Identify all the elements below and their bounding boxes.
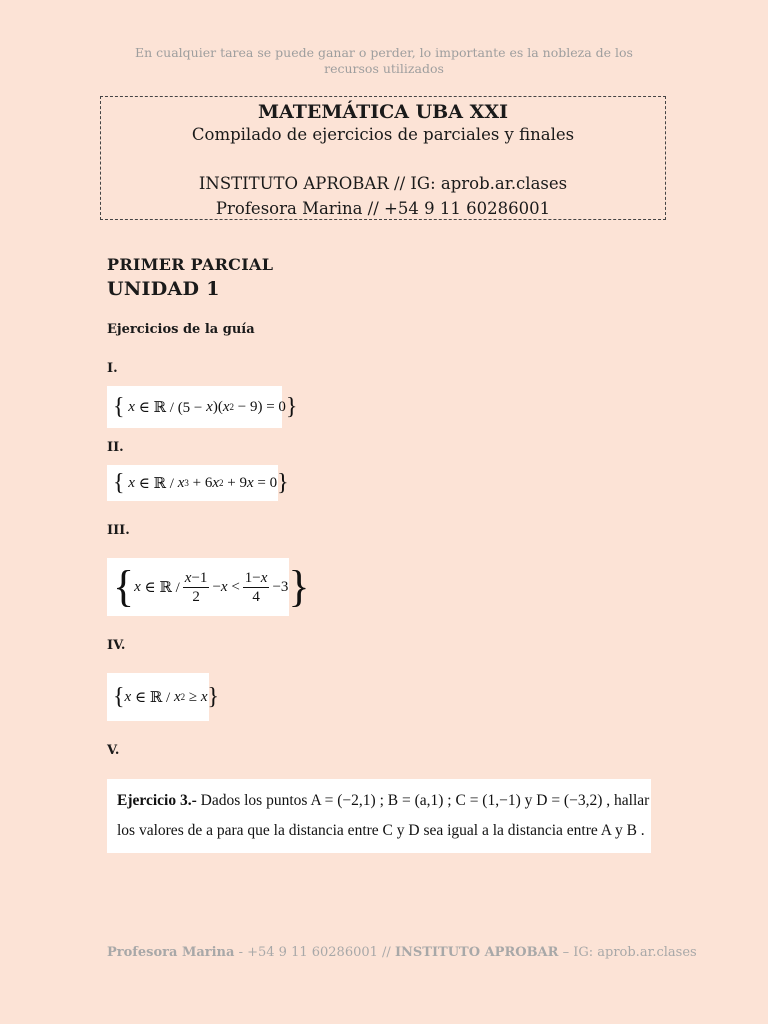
footer: [107, 945, 697, 960]
exercise-label-2: II.: [107, 440, 124, 455]
document-subtitle: Compilado de ejercicios de parciales y finales: [191, 125, 575, 144]
exercise-5-text-1: Dados los puntos A = (−2,1) ; B = (a,1) ; C = (1,−1) y D = (−3,2) , hallar: [196, 792, 650, 809]
footer-phone: - +54 9 11 60286001 //: [234, 945, 395, 960]
footer-ig: – IG: aprob.ar.clases: [558, 945, 697, 960]
section-unidad: UNIDAD 1: [107, 278, 220, 300]
exercise-formula-2: { x ∈ ℝ / x 3 + 6 x 2 + 9 x = 0 }: [107, 465, 278, 501]
exercise-label-3: III.: [107, 523, 130, 538]
exercise-label-1: I.: [107, 361, 118, 376]
document-title: MATEMÁTICA UBA XXI: [258, 101, 508, 123]
exercise-formula-3: { x ∈ ℝ / $\frac{x-1}{2}$ − x < $\frac{1-x}{4}$ −3 }: [107, 558, 289, 616]
footer-institute: INSTITUTO APROBAR: [394, 945, 559, 960]
exercise-label-5: V.: [107, 743, 120, 758]
footer-name: Profesora Marina: [107, 945, 235, 960]
exercise-formula-1: { x ∈ ℝ / (5 − x )( x 2 − 9) = 0 }: [107, 386, 282, 428]
exercise-5-heading: Ejercicio 3.-: [117, 792, 197, 809]
exercise-formula-4: { x ∈ ℝ / x 2 ≥ x }: [107, 673, 209, 721]
exercise-box-5: [107, 779, 651, 853]
exercise-label-4: IV.: [107, 638, 126, 653]
institute-line: INSTITUTO APROBAR // IG: aprob.ar.clases: [198, 174, 568, 193]
teacher-line: Profesora Marina // +54 9 11 60286001: [215, 199, 551, 218]
section-parcial: PRIMER PARCIAL: [107, 255, 274, 274]
exercise-5-line-2: los valores de a para que la distancia entre C y D sea igual a la distancia entre A y B .: [117, 822, 645, 839]
epigraph-quote: En cualquier tarea se puede ganar o perder, lo importante es la nobleza de los recursos utilizados: [135, 45, 633, 76]
section-guia: Ejercicios de la guía: [107, 322, 255, 337]
exercise-5-line-1: [117, 792, 649, 810]
header-box: [100, 96, 666, 220]
